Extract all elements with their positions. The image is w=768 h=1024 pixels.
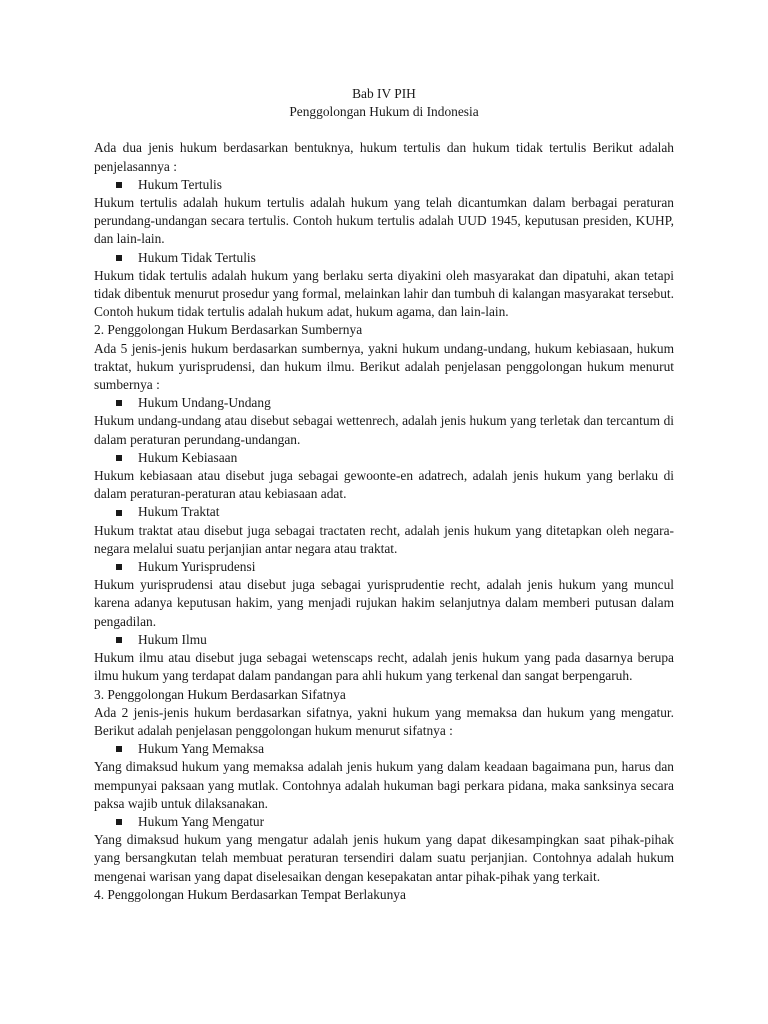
paragraph-hukum-ilmu: Hukum ilmu atau disebut juga sebagai wetenscaps recht, adalah jenis hukum yang pada dasarnya berupa ilmu hukum yang terdapat dalam pandangan para ahli hukum yang terkenal dan sangat berpengaruh. [94, 650, 674, 684]
bullet-hukum-kebiasaan [94, 449, 674, 467]
square-bullet-icon [116, 637, 122, 643]
document-subtitle: Penggolongan Hukum di Indonesia [289, 104, 479, 120]
intro-paragraph: Ada dua jenis hukum berdasarkan bentuknya, hukum tertulis dan hukum tidak tertulis Berikut adalah penjelasannya : [94, 140, 674, 174]
square-bullet-icon [116, 564, 122, 570]
paragraph-hukum-yang-memaksa: Yang dimaksud hukum yang memaksa adalah jenis hukum yang dalam keadaan bagaimana pun, harus dan mempunyai paksaan yang mutlak. Contohnya adalah hukuman bagi perkara pidana, maka sanksinya secara paksa wajib untuk dilaksanakan. [94, 759, 674, 811]
bullet-label: Hukum Tidak Tertulis [138, 249, 256, 265]
bullet-hukum-tidak-tertulis [94, 249, 674, 267]
document-title: Bab IV PIH [352, 86, 416, 101]
paragraph-hukum-traktat: Hukum traktat atau disebut juga sebagai tractaten recht, adalah jenis hukum yang ditetapkan oleh negara-negara melalui suatu perjanjian antar negara atau traktat. [94, 522, 674, 556]
square-bullet-icon [116, 455, 122, 461]
bullet-label: Hukum Ilmu [138, 631, 207, 647]
section-heading-3: 3. Penggolongan Hukum Berdasarkan Sifatnya [94, 686, 346, 702]
paragraph-hukum-tidak-tertulis: Hukum tidak tertulis adalah hukum yang berlaku serta diyakini oleh masyarakat dan dipatuhi, akan tetapi tidak dibentuk menurut prosedur yang formal, melainkan lahir dan tumbuh di kalangan masyarakat tersebut. Contoh hukum tidak tertulis adalah hukum adat, hukum agama, dan lain-lain. [94, 267, 674, 320]
square-bullet-icon [116, 400, 122, 406]
paragraph-sifat-intro: Ada 2 jenis-jenis hukum berdasarkan sifatnya, yakni hukum yang memaksa dan hukum yang mengatur. Berikut adalah penjelasan penggolongan hukum menurut sifatnya : [94, 704, 674, 738]
bullet-label: Hukum Yurisprudensi [138, 559, 256, 575]
bullet-hukum-yang-mengatur [94, 813, 674, 831]
bullet-label: Hukum Yang Mengatur [138, 813, 265, 829]
bullet-hukum-tertulis [94, 176, 674, 194]
paragraph-sumber-intro: Ada 5 jenis-jenis hukum berdasarkan sumbernya, yakni hukum undang-undang, hukum kebiasaan, hukum traktat, hukum yurisprudensi, dan hukum ilmu. Berikut adalah penjelasan penggolongan hukum menurut sumbernya : [94, 340, 674, 393]
bullet-hukum-yurisprudensi [94, 558, 674, 576]
paragraph-hukum-kebiasaan: Hukum kebiasaan atau disebut juga sebagai gewoonte-en adatrech, adalah jenis hukum yang berlaku di dalam peraturan-peraturan atau kebiasaan adat. [94, 468, 674, 502]
bullet-label: Hukum Yang Memaksa [138, 741, 265, 757]
paragraph-hukum-yang-mengatur: Yang dimaksud hukum yang mengatur adalah jenis hukum yang dapat dikesampingkan saat pihak-pihak yang bersangkutan telah membuat peraturan tersendiri dalam suatu perjanjian. Contohnya adalah hukum mengenai warisan yang dapat diselesaikan dengan kesepakatan antar pihak-pihak yang terkait. [94, 832, 674, 884]
bullet-hukum-undang-undang [94, 394, 674, 412]
square-bullet-icon [116, 510, 122, 516]
bullet-hukum-yang-memaksa [94, 740, 674, 758]
paragraph-hukum-undang-undang: Hukum undang-undang atau disebut sebagai wettenrech, adalah jenis hukum yang terletak dan tercantum di dalam peraturan perundang-undangan. [94, 413, 674, 447]
square-bullet-icon [116, 819, 122, 825]
section-heading-4: 4. Penggolongan Hukum Berdasarkan Tempat Berlakunya [94, 886, 406, 902]
bullet-label: Hukum Undang-Undang [138, 395, 271, 411]
paragraph-hukum-yurisprudensi: Hukum yurisprudensi atau disebut juga sebagai yurisprudentie recht, adalah jenis hukum yang muncul karena adanya keputusan hakim, yang menjadi rujukan hakim selanjutnya dalam memberi putusan dalam pengadilan. [94, 577, 674, 629]
spacer [94, 121, 674, 139]
bullet-hukum-traktat [94, 503, 674, 521]
square-bullet-icon [116, 182, 122, 188]
bullet-label: Hukum Kebiasaan [138, 449, 238, 465]
bullet-label: Hukum Tertulis [138, 176, 222, 192]
square-bullet-icon [116, 255, 122, 261]
section-heading-2: 2. Penggolongan Hukum Berdasarkan Sumbernya [94, 322, 363, 338]
square-bullet-icon [116, 746, 122, 752]
bullet-label: Hukum Traktat [138, 504, 220, 520]
paragraph-hukum-tertulis: Hukum tertulis adalah hukum tertulis adalah hukum yang telah dicantumkan dalam berbagai peraturan perundang-undangan secara tertulis. Contoh hukum tertulis adalah UUD 1945, keputusan presiden, KUHP, dan lain-lain. [94, 195, 674, 247]
bullet-hukum-ilmu [94, 631, 674, 649]
